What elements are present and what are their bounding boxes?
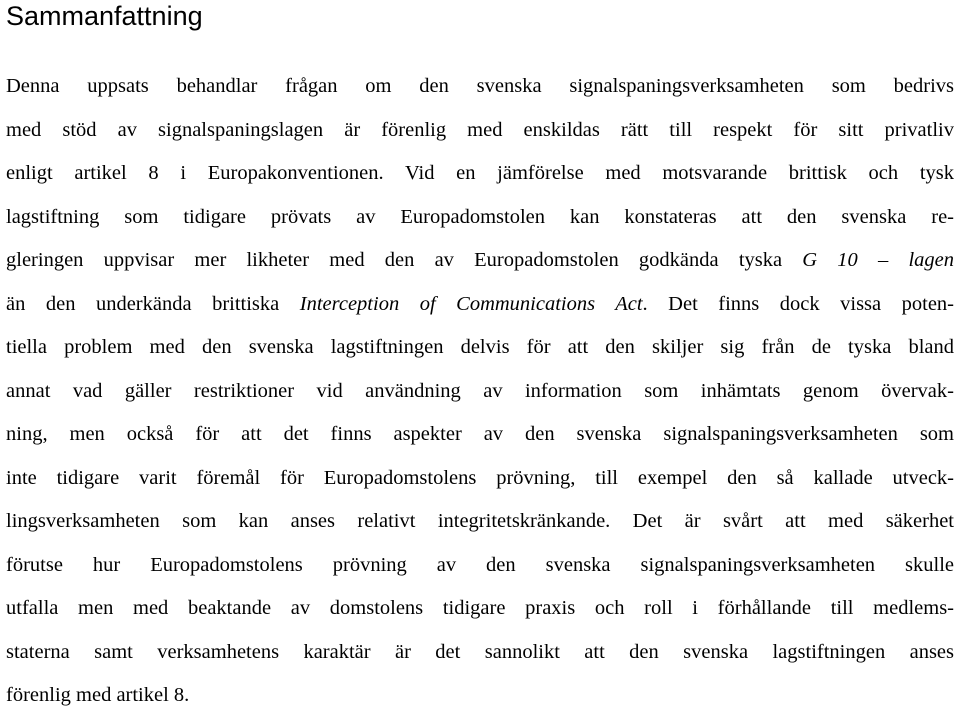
text-line [6, 326, 954, 370]
text-run: inte tidigare varit föremål för Europadomstolens prövning, till exempel den så kallade utveck- [6, 466, 954, 489]
text-run: förenlig med artikel 8. [6, 684, 190, 706]
text-line [6, 500, 954, 544]
text-line [6, 413, 954, 457]
text-run: utfalla men med beaktande av domstolens tidigare praxis och roll i förhållande till medlems- [6, 597, 954, 619]
text-line [6, 457, 954, 501]
text-run: staterna samt verksamhetens karaktär är det sannolikt att den svenska lagstiftningen anses [6, 640, 954, 663]
text-run: annat vad gäller restriktioner vid användning av information som inhämtats genom övervak- [6, 379, 954, 402]
text-run: lingsverksamheten som kan anses relativt integritetskränkande. Det är svårt att med säkerhet [6, 510, 954, 532]
text-run: enligt artikel 8 i Europakonventionen. Vid en jämförelse med motsvarande brittisk och tysk [6, 162, 954, 184]
text-line [6, 239, 954, 283]
text-line [6, 370, 954, 414]
text-run: Denna uppsats behandlar frågan om den svenska signalspaningsverksamheten som bedrivs [6, 75, 954, 97]
text-line [6, 674, 954, 718]
text-line [6, 283, 954, 327]
text-line [6, 587, 954, 631]
text-run: tiella problem med den svenska lagstiftningen delvis för att den skiljer sig från de tyska bland [6, 336, 954, 358]
text-run: gleringen uppvisar mer likheter med den av Europadomstolen godkända tyska [6, 249, 803, 271]
italic-law-title: Interception of Communications Act [299, 292, 643, 315]
text-line [6, 544, 954, 588]
section-heading: Sammanfattning [6, 1, 203, 31]
italic-law-title: G 10 – lagen [802, 249, 954, 271]
summary-paragraph [6, 65, 954, 718]
text-run: lagstiftning som tidigare prövats av Europadomstolen kan konstateras att den svenska re- [6, 205, 954, 228]
text-line [6, 109, 954, 153]
text-line [6, 631, 954, 675]
text-run: med stöd av signalspaningslagen är förenlig med enskildas rätt till respekt för sitt privatliv [6, 118, 954, 141]
text-line [6, 196, 954, 240]
text-run: än den underkända brittiska [6, 292, 300, 315]
text-run: . Det finns dock vissa poten- [642, 292, 954, 315]
text-line [6, 65, 954, 109]
text-line [6, 152, 954, 196]
text-run: förutse hur Europadomstolens prövning av den svenska signalspaningsverksamheten skulle [6, 553, 954, 576]
text-run: ning, men också för att det finns aspekter av den svenska signalspaningsverksamheten som [6, 423, 954, 445]
